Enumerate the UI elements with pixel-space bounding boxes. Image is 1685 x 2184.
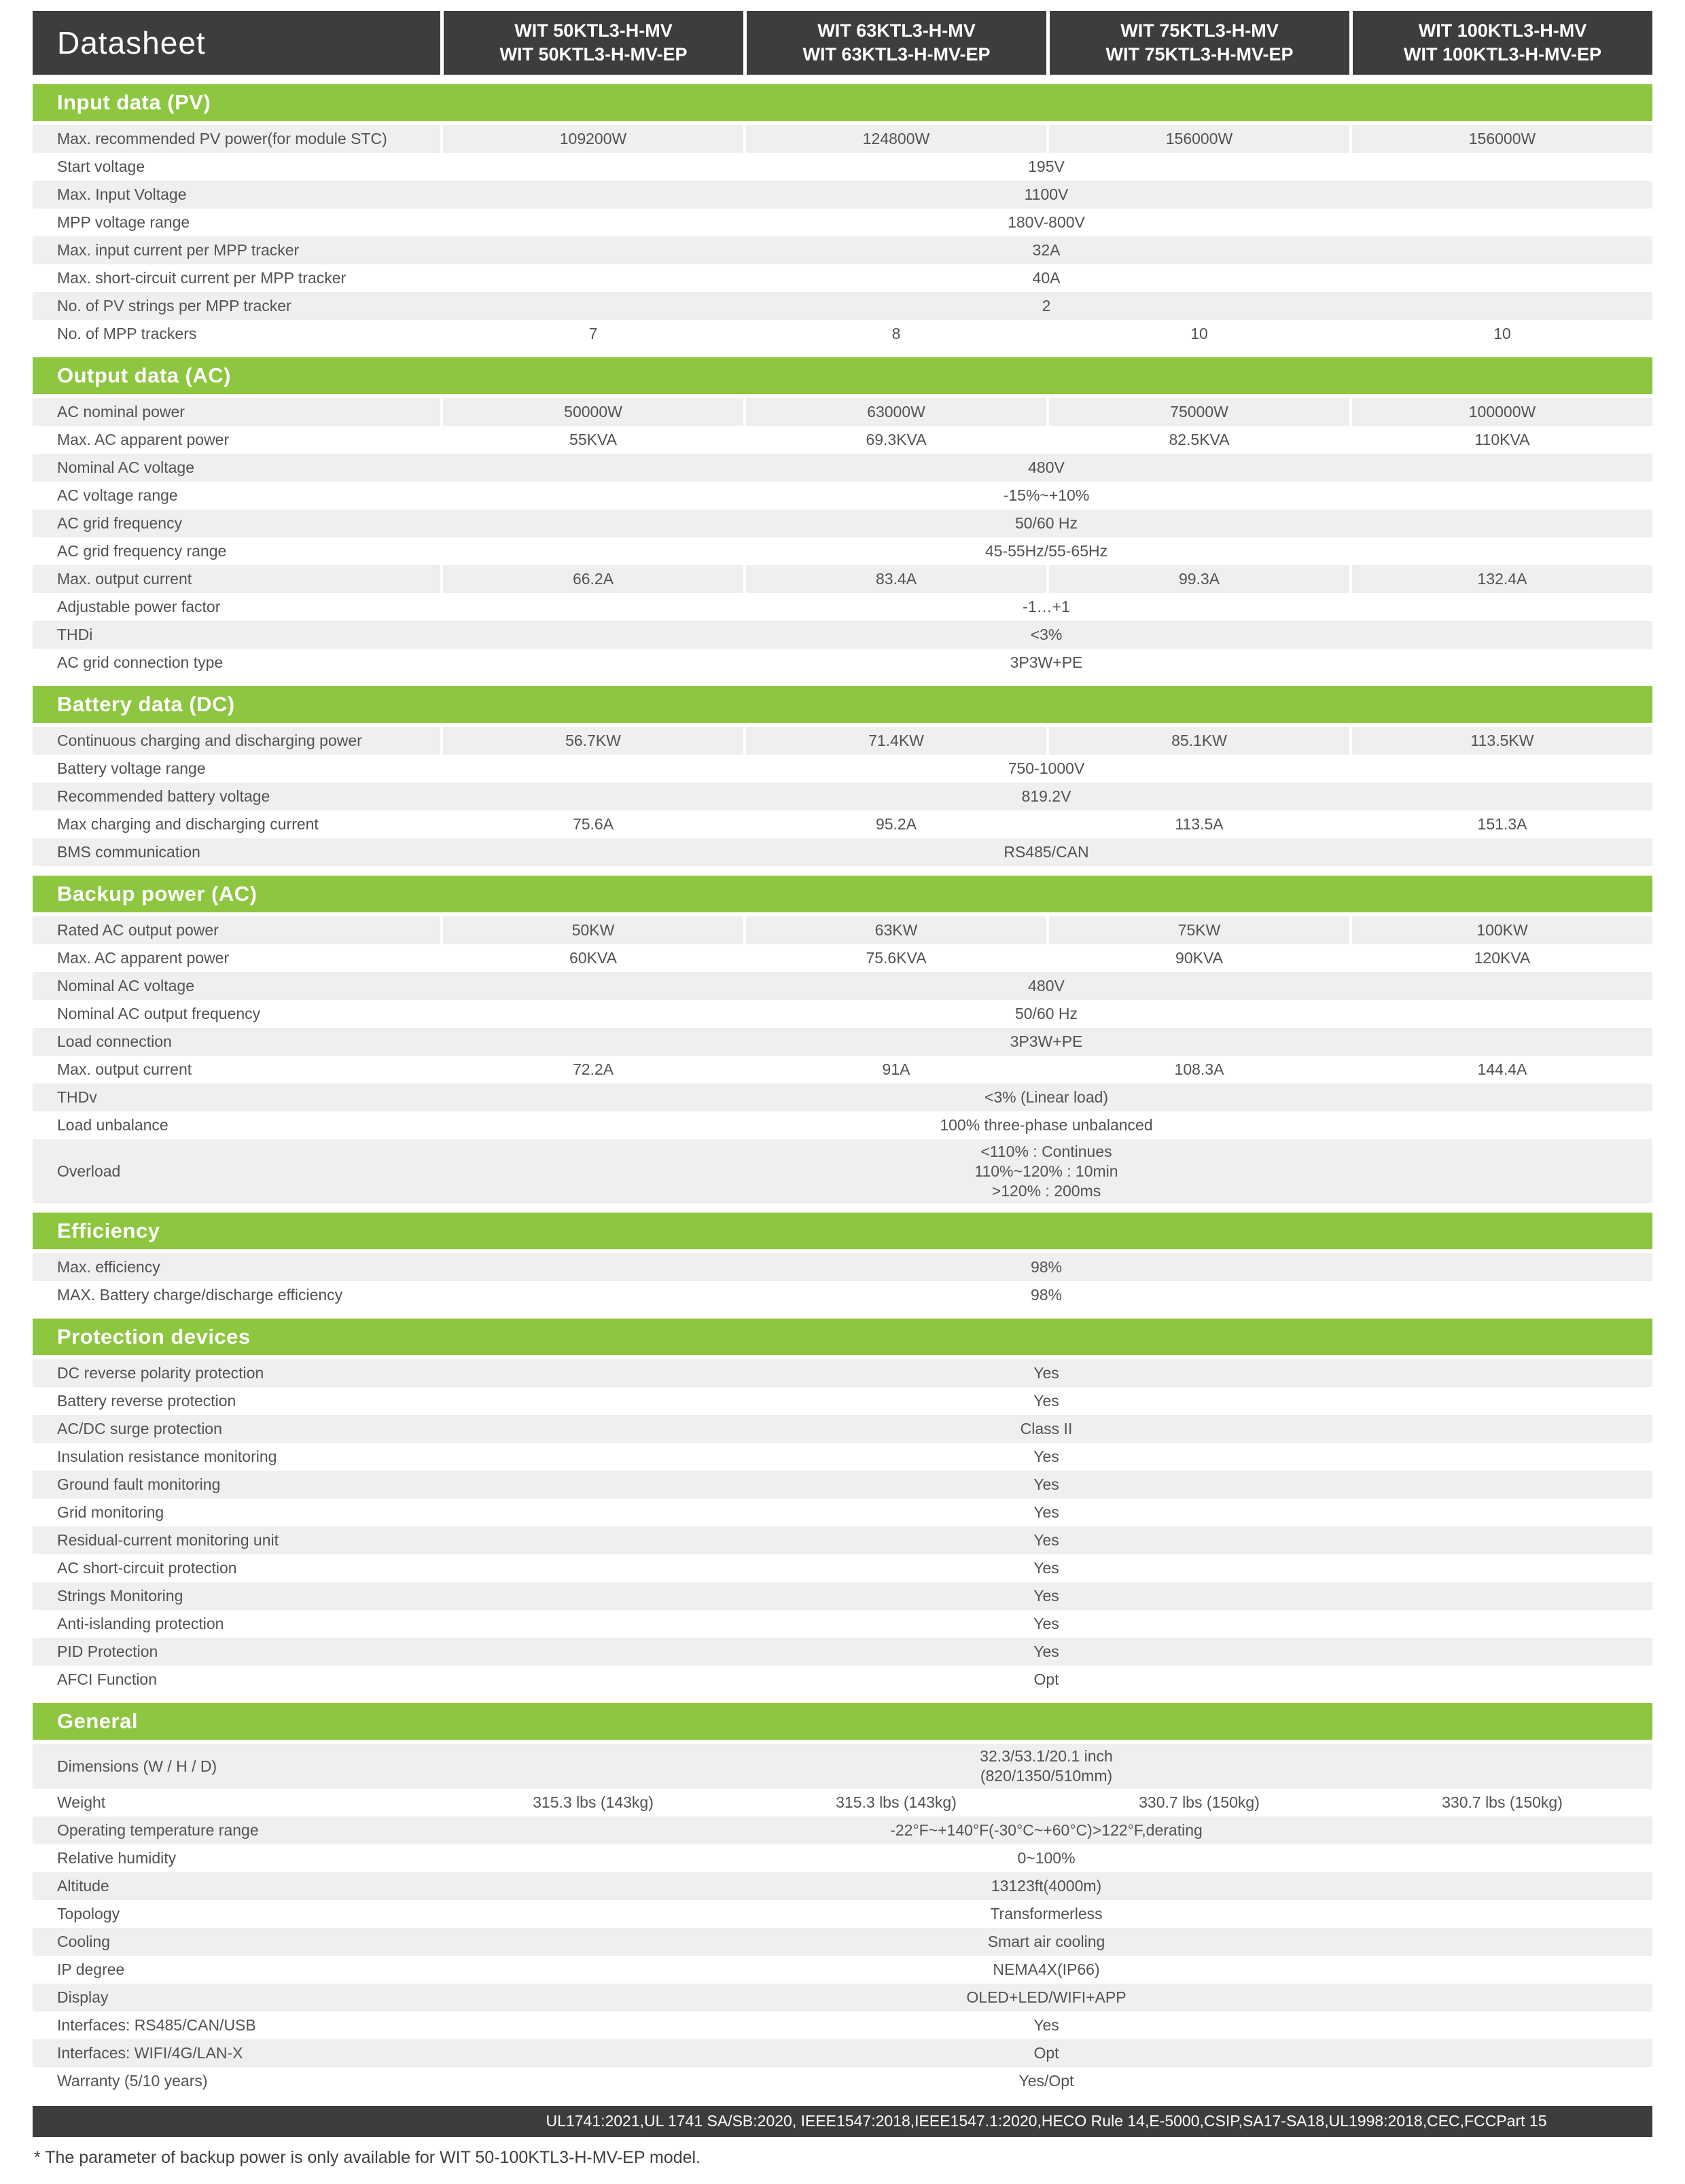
spec-row xyxy=(33,565,1652,593)
spec-row xyxy=(33,1666,1652,1694)
spec-value xyxy=(440,1028,1652,1056)
spec-row xyxy=(33,426,1652,454)
spec-row xyxy=(33,1000,1652,1028)
spec-row xyxy=(33,1056,1652,1084)
spec-value-line: 180V-800V xyxy=(1008,213,1085,232)
spec-value-line: >120% : 200ms xyxy=(991,1181,1101,1200)
spec-row xyxy=(33,1789,1652,1816)
model-column-header xyxy=(444,11,743,75)
spec-value xyxy=(440,2011,1652,2039)
spec-row xyxy=(33,2039,1652,2067)
spec-row xyxy=(33,482,1652,509)
spec-value-line: Yes/Opt xyxy=(1018,2071,1074,2090)
page-title: Datasheet xyxy=(33,11,440,75)
model-name: WIT 63KTL3-H-MV-EP xyxy=(802,44,991,65)
spec-value-line: NEMA4X(IP66) xyxy=(993,1960,1100,1978)
spec-value-line: -1…+1 xyxy=(1023,598,1070,616)
spec-value: 7 xyxy=(440,320,743,348)
spec-value: 75.6A xyxy=(440,810,743,838)
spec-value xyxy=(440,181,1652,209)
section-header: Efficiency xyxy=(33,1213,1652,1249)
spec-value xyxy=(440,1744,1652,1789)
spec-value-line: (820/1350/510mm) xyxy=(980,1767,1113,1785)
spec-row xyxy=(33,1956,1652,1984)
spec-label: Residual-current monitoring unit xyxy=(57,1531,279,1550)
spec-label: Altitude xyxy=(57,1876,109,1895)
spec-label: Battery voltage range xyxy=(57,759,206,777)
spec-label: Max. output current xyxy=(57,570,192,588)
spec-row xyxy=(33,125,1652,153)
spec-label: Dimensions (W / H / D) xyxy=(57,1757,217,1775)
spec-value: 69.3KVA xyxy=(743,426,1046,454)
spec-label: Max. AC apparent power xyxy=(57,431,230,448)
spec-label: Recommended battery voltage xyxy=(57,787,270,805)
spec-value-line: 0~100% xyxy=(1017,1848,1076,1867)
spec-value xyxy=(440,1526,1652,1554)
spec-label: AC nominal power xyxy=(57,403,185,420)
spec-row xyxy=(33,1253,1652,1281)
spec-value-line: 98% xyxy=(1030,1258,1063,1276)
spec-value xyxy=(440,1471,1652,1499)
spec-value xyxy=(440,1387,1652,1415)
spec-value-line: 195V xyxy=(1028,158,1065,176)
footnote: * The parameter of backup power is only available for WIT 50-100KTL3-H-MV-EP model. xyxy=(34,2147,701,2167)
spec-value: 132.4A xyxy=(1349,565,1652,593)
spec-value-line: <3% (Linear load) xyxy=(984,1088,1109,1107)
spec-value-line: Yes xyxy=(1033,1448,1059,1466)
spec-value-line: 750-1000V xyxy=(1008,759,1085,778)
spec-value xyxy=(440,482,1652,509)
spec-section xyxy=(33,1319,1652,1694)
spec-row xyxy=(33,292,1652,320)
spec-label: Interfaces: RS485/CAN/USB xyxy=(57,2016,256,2034)
spec-value: 330.7 lbs (150kg) xyxy=(1046,1789,1349,1816)
spec-row xyxy=(33,264,1652,292)
spec-row xyxy=(33,1928,1652,1956)
spec-value xyxy=(440,292,1652,320)
spec-row xyxy=(33,1582,1652,1610)
spec-row xyxy=(33,972,1652,1000)
spec-label: MPP voltage range xyxy=(57,213,190,231)
spec-label: Weight xyxy=(57,1793,106,1811)
spec-label: Battery reverse protection xyxy=(57,1392,236,1410)
spec-value xyxy=(440,1844,1652,1872)
spec-label: Max. input current per MPP tracker xyxy=(57,241,300,259)
model-name: WIT 50KTL3-H-MV-EP xyxy=(499,44,688,65)
spec-value xyxy=(440,153,1652,181)
spec-row xyxy=(33,593,1652,621)
spec-value-line: 50/60 Hz xyxy=(1014,514,1078,533)
spec-value: 108.3A xyxy=(1046,1056,1349,1084)
spec-value xyxy=(440,593,1652,621)
spec-value xyxy=(440,972,1652,1000)
spec-value: 72.2A xyxy=(440,1056,743,1084)
spec-value: 71.4KW xyxy=(743,727,1046,755)
model-column-header xyxy=(1050,11,1349,75)
spec-label: Start voltage xyxy=(57,158,145,175)
spec-value: 100KW xyxy=(1349,916,1652,944)
spec-value xyxy=(440,621,1652,649)
spec-label: Insulation resistance monitoring xyxy=(57,1448,277,1466)
spec-row xyxy=(33,621,1652,649)
spec-row xyxy=(33,1872,1652,1900)
spec-row xyxy=(33,1900,1652,1928)
spec-value-line: Yes xyxy=(1033,1587,1059,1605)
spec-value xyxy=(440,1281,1652,1309)
spec-value xyxy=(440,1582,1652,1610)
spec-value-line: 1100V xyxy=(1024,185,1069,204)
spec-value: 99.3A xyxy=(1046,565,1349,593)
spec-label: Continuous charging and discharging power xyxy=(57,732,362,749)
spec-value-line: <3% xyxy=(1030,626,1063,644)
spec-value-line: Yes xyxy=(1033,1531,1059,1550)
spec-label: Nominal AC voltage xyxy=(57,459,194,476)
spec-value-line: Yes xyxy=(1033,1503,1059,1522)
spec-value-line: Smart air cooling xyxy=(987,1932,1105,1950)
spec-label: No. of PV strings per MPP tracker xyxy=(57,297,291,315)
spec-value xyxy=(440,1443,1652,1471)
spec-section xyxy=(33,84,1652,348)
spec-label: PID Protection xyxy=(57,1643,158,1661)
spec-value xyxy=(440,1638,1652,1666)
spec-value-line: -15%~+10% xyxy=(1003,486,1090,505)
spec-value: 75KW xyxy=(1046,916,1349,944)
spec-value-line: 3P3W+PE xyxy=(1010,654,1083,672)
spec-value: 50000W xyxy=(440,398,743,426)
spec-value-line: Class II xyxy=(1020,1420,1073,1438)
spec-value: 95.2A xyxy=(743,810,1046,838)
spec-row xyxy=(33,783,1652,810)
spec-label: Max. AC apparent power xyxy=(57,949,230,967)
spec-row xyxy=(33,810,1652,838)
spec-value xyxy=(440,2067,1652,2095)
spec-value-line: Opt xyxy=(1033,2043,1059,2062)
section-header: Input data (PV) xyxy=(33,84,1652,121)
spec-value: 124800W xyxy=(743,125,1046,153)
spec-value-line: 110%~120% : 10min xyxy=(974,1162,1118,1180)
spec-label: Overload xyxy=(57,1162,121,1180)
spec-label: Ground fault monitoring xyxy=(57,1475,221,1494)
section-header: General xyxy=(33,1703,1652,1740)
spec-row xyxy=(33,1139,1652,1203)
spec-label: Display xyxy=(57,1988,109,2006)
spec-row xyxy=(33,236,1652,264)
spec-value: 10 xyxy=(1046,320,1349,348)
spec-row xyxy=(33,209,1652,236)
model-name: WIT 50KTL3-H-MV xyxy=(514,20,673,41)
spec-row xyxy=(33,1443,1652,1471)
spec-value-line: 98% xyxy=(1030,1286,1063,1304)
spec-value xyxy=(440,1111,1652,1139)
spec-row xyxy=(33,1359,1652,1387)
spec-row xyxy=(33,944,1652,972)
spec-label: AC short-circuit protection xyxy=(57,1559,237,1577)
spec-value: 110KVA xyxy=(1349,426,1652,454)
spec-value: 315.3 lbs (143kg) xyxy=(440,1789,743,1816)
spec-value: 83.4A xyxy=(743,565,1046,593)
spec-value: 144.4A xyxy=(1349,1056,1652,1084)
spec-table xyxy=(33,84,1652,2095)
spec-row xyxy=(33,1744,1652,1789)
spec-value-line: Yes xyxy=(1033,1364,1059,1382)
spec-value-line: 32A xyxy=(1032,241,1061,259)
model-column-header xyxy=(1353,11,1652,75)
spec-row xyxy=(33,1844,1652,1872)
spec-label: AC grid frequency range xyxy=(57,542,227,560)
spec-value xyxy=(440,1253,1652,1281)
spec-label: AFCI Function xyxy=(57,1670,157,1689)
spec-value-line: 13123ft(4000m) xyxy=(991,1876,1102,1895)
spec-label: Strings Monitoring xyxy=(57,1587,183,1605)
section-header: Output data (AC) xyxy=(33,357,1652,394)
section-header: Battery data (DC) xyxy=(33,686,1652,723)
spec-value: 75.6KVA xyxy=(743,944,1046,972)
spec-value xyxy=(440,537,1652,565)
spec-label: Max. recommended PV power(for module STC) xyxy=(57,130,387,147)
spec-value xyxy=(440,264,1652,292)
spec-label: THDv xyxy=(57,1088,97,1106)
spec-value: 63000W xyxy=(743,398,1046,426)
spec-row xyxy=(33,1471,1652,1499)
spec-label: MAX. Battery charge/discharge efficiency xyxy=(57,1286,343,1304)
spec-value: 8 xyxy=(743,320,1046,348)
spec-value-line: OLED+LED/WIFI+APP xyxy=(966,1988,1127,2006)
spec-row xyxy=(33,1028,1652,1056)
header-bar xyxy=(33,11,1652,75)
model-name: WIT 100KTL3-H-MV-EP xyxy=(1403,44,1602,65)
spec-label: Warranty (5/10 years) xyxy=(57,2071,208,2090)
spec-row xyxy=(33,1984,1652,2011)
spec-value xyxy=(440,1359,1652,1387)
spec-row xyxy=(33,1281,1652,1309)
spec-value: 120KVA xyxy=(1349,944,1652,972)
spec-row xyxy=(33,454,1652,482)
model-name: WIT 100KTL3-H-MV xyxy=(1418,20,1587,41)
spec-value xyxy=(440,209,1652,236)
spec-value: 10 xyxy=(1349,320,1652,348)
spec-row xyxy=(33,1610,1652,1638)
spec-value: 50KW xyxy=(440,916,743,944)
spec-value xyxy=(440,454,1652,482)
spec-value-line: RS485/CAN xyxy=(1004,843,1089,861)
model-column-header xyxy=(747,11,1046,75)
spec-label: Load unbalance xyxy=(57,1116,168,1134)
spec-row xyxy=(33,755,1652,783)
spec-value xyxy=(440,1666,1652,1694)
spec-value: 109200W xyxy=(440,125,743,153)
spec-value: 151.3A xyxy=(1349,810,1652,838)
spec-label: AC grid connection type xyxy=(57,654,224,671)
spec-value xyxy=(440,1139,1652,1203)
spec-value xyxy=(440,1900,1652,1928)
spec-value: 60KVA xyxy=(440,944,743,972)
spec-value-line: 2 xyxy=(1042,297,1051,315)
certifications-bar: UL1741:2021,UL 1741 SA/SB:2020, IEEE1547:2018,IEEE1547.1:2020,HECO Rule 14,E-5000,CSIP,SA17-SA18,UL1998:2018,CEC,FCCPart 15 xyxy=(33,2106,1652,2137)
spec-value: 91A xyxy=(743,1056,1046,1084)
spec-row xyxy=(33,1554,1652,1582)
spec-label: AC/DC surge protection xyxy=(57,1420,222,1438)
spec-value-line: Yes xyxy=(1033,2016,1059,2034)
spec-row xyxy=(33,153,1652,181)
spec-value xyxy=(440,1872,1652,1900)
spec-value: 63KW xyxy=(743,916,1046,944)
spec-value xyxy=(440,1928,1652,1956)
spec-value-line: Yes xyxy=(1033,1392,1059,1410)
spec-value-line: 3P3W+PE xyxy=(1010,1033,1083,1051)
spec-value xyxy=(440,649,1652,677)
spec-row xyxy=(33,537,1652,565)
spec-label: Relative humidity xyxy=(57,1848,177,1867)
model-name: WIT 63KTL3-H-MV xyxy=(817,20,976,41)
spec-value xyxy=(440,1956,1652,1984)
spec-value xyxy=(440,509,1652,537)
spec-value-line: Yes xyxy=(1033,1559,1059,1577)
spec-row xyxy=(33,916,1652,944)
spec-row xyxy=(33,838,1652,866)
spec-label: Max. output current xyxy=(57,1060,192,1078)
spec-value: 56.7KW xyxy=(440,727,743,755)
spec-label: Rated AC output power xyxy=(57,921,219,939)
spec-value: 82.5KVA xyxy=(1046,426,1349,454)
spec-label: AC grid frequency xyxy=(57,514,183,532)
spec-row xyxy=(33,2067,1652,2095)
spec-value xyxy=(440,755,1652,783)
spec-section xyxy=(33,357,1652,677)
spec-value xyxy=(440,1084,1652,1111)
spec-value: 66.2A xyxy=(440,565,743,593)
spec-value-line: Yes xyxy=(1033,1615,1059,1633)
spec-value: 330.7 lbs (150kg) xyxy=(1349,1789,1652,1816)
spec-row xyxy=(33,181,1652,209)
spec-value-line: -22°F~+140°F(-30°C~+60°C)>122°F,derating xyxy=(890,1821,1203,1839)
spec-value: 315.3 lbs (143kg) xyxy=(743,1789,1046,1816)
spec-row xyxy=(33,398,1652,426)
spec-label: Max. Input Voltage xyxy=(57,185,187,203)
spec-value xyxy=(440,838,1652,866)
spec-label: DC reverse polarity protection xyxy=(57,1364,264,1382)
section-header: Backup power (AC) xyxy=(33,876,1652,912)
spec-value: 75000W xyxy=(1046,398,1349,426)
spec-row xyxy=(33,2011,1652,2039)
spec-row xyxy=(33,1084,1652,1111)
spec-row xyxy=(33,1816,1652,1844)
spec-value-line: 50/60 Hz xyxy=(1014,1005,1078,1023)
spec-section xyxy=(33,1703,1652,2095)
spec-row xyxy=(33,320,1652,348)
spec-value xyxy=(440,1610,1652,1638)
spec-label: Operating temperature range xyxy=(57,1821,259,1839)
spec-label: No. of MPP trackers xyxy=(57,325,197,342)
spec-value: 156000W xyxy=(1046,125,1349,153)
spec-value-line: <110% : Continues xyxy=(980,1143,1112,1160)
spec-value-line: Yes xyxy=(1033,1475,1059,1494)
section-header: Protection devices xyxy=(33,1319,1652,1355)
spec-value-line: Yes xyxy=(1033,1643,1059,1661)
spec-value-line: 819.2V xyxy=(1021,787,1071,806)
spec-label: Load connection xyxy=(57,1033,172,1050)
spec-label: BMS communication xyxy=(57,843,200,861)
spec-value: 156000W xyxy=(1349,125,1652,153)
spec-label: Nominal AC output frequency xyxy=(57,1005,261,1022)
spec-value: 90KVA xyxy=(1046,944,1349,972)
spec-value-line: 480V xyxy=(1028,977,1065,995)
spec-row xyxy=(33,1499,1652,1526)
spec-label: THDi xyxy=(57,626,93,643)
spec-value-line: 40A xyxy=(1032,269,1061,287)
spec-row xyxy=(33,1387,1652,1415)
spec-value-line: Transformerless xyxy=(990,1904,1103,1922)
spec-row xyxy=(33,1415,1652,1443)
spec-value xyxy=(440,1415,1652,1443)
spec-value-line: 100% three-phase unbalanced xyxy=(940,1116,1153,1134)
spec-value xyxy=(440,1554,1652,1582)
spec-label: Topology xyxy=(57,1904,120,1922)
spec-value: 113.5KW xyxy=(1349,727,1652,755)
spec-label: Max. short-circuit current per MPP tracker xyxy=(57,269,347,287)
spec-value: 85.1KW xyxy=(1046,727,1349,755)
spec-label: Interfaces: WIFI/4G/LAN-X xyxy=(57,2043,243,2062)
spec-row xyxy=(33,1638,1652,1666)
spec-value xyxy=(440,1000,1652,1028)
spec-value xyxy=(440,1984,1652,2011)
spec-label: Adjustable power factor xyxy=(57,598,221,615)
spec-value-line: Opt xyxy=(1033,1670,1059,1689)
spec-value xyxy=(440,2039,1652,2067)
spec-label: Cooling xyxy=(57,1932,110,1950)
spec-value-line: 45-55Hz/55-65Hz xyxy=(985,542,1108,560)
spec-label: AC voltage range xyxy=(57,486,178,504)
spec-value xyxy=(440,1816,1652,1844)
spec-value: 55KVA xyxy=(440,426,743,454)
spec-row xyxy=(33,1526,1652,1554)
spec-value: 100000W xyxy=(1349,398,1652,426)
spec-section xyxy=(33,876,1652,1203)
spec-label: Max. efficiency xyxy=(57,1258,160,1276)
spec-label: IP degree xyxy=(57,1960,125,1978)
spec-row xyxy=(33,1111,1652,1139)
spec-row xyxy=(33,509,1652,537)
spec-row xyxy=(33,649,1652,677)
model-name: WIT 75KTL3-H-MV xyxy=(1120,20,1279,41)
spec-value xyxy=(440,1499,1652,1526)
spec-label: Grid monitoring xyxy=(57,1503,164,1522)
spec-value: 113.5A xyxy=(1046,810,1349,838)
spec-value-line: 32.3/53.1/20.1 inch xyxy=(980,1747,1113,1766)
spec-value xyxy=(440,236,1652,264)
spec-label: Nominal AC voltage xyxy=(57,977,194,995)
model-name: WIT 75KTL3-H-MV-EP xyxy=(1105,44,1294,65)
spec-value-line: 480V xyxy=(1028,459,1065,477)
spec-section xyxy=(33,1213,1652,1309)
spec-section xyxy=(33,686,1652,866)
spec-row xyxy=(33,727,1652,755)
spec-label: Anti-islanding protection xyxy=(57,1615,224,1633)
spec-label: Max charging and discharging current xyxy=(57,815,319,833)
spec-value xyxy=(440,783,1652,810)
